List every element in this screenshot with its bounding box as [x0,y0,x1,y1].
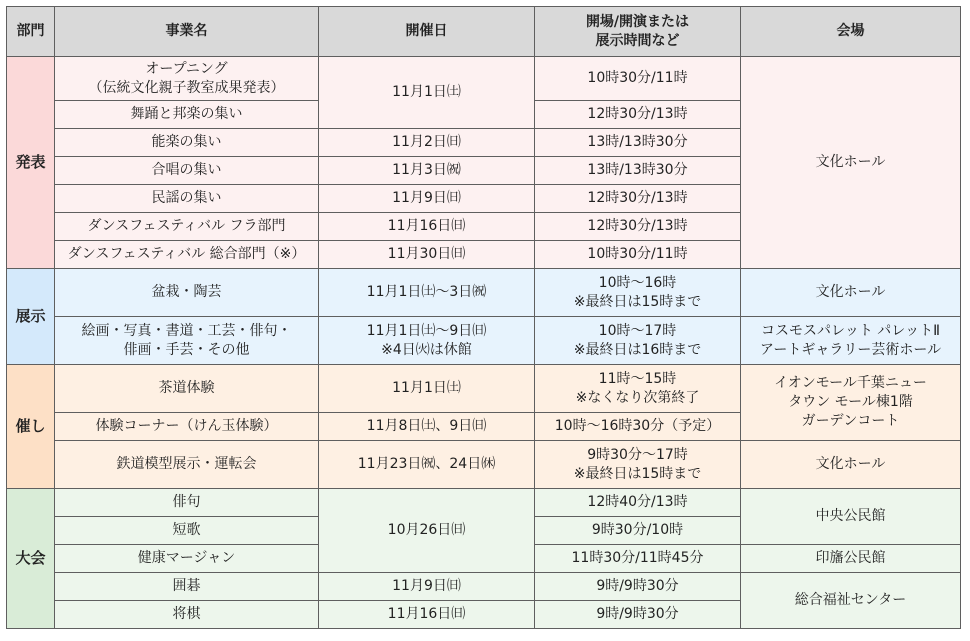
event-time: 12時30分/13時 [535,101,741,129]
event-venue: 文化ホール [741,269,961,317]
event-time: 12時30分/13時 [535,185,741,213]
event-name: 体験コーナー（けん玉体験） [55,413,319,441]
event-name: 合唱の集い [55,157,319,185]
table-row [7,317,961,365]
event-venue [741,317,961,365]
event-name: 能楽の集い [55,129,319,157]
event-name [55,57,319,101]
event-time: 11時30分/11時45分 [535,545,741,573]
event-name-line1: オープニング [145,60,228,77]
header-time [535,7,741,57]
header-date: 開催日 [319,7,535,57]
event-date-line1: 11月1日㈯～9日㈰ [366,322,487,339]
event-name: 茶道体験 [55,365,319,413]
event-date: 11月9日㈰ [319,573,535,601]
event-date: 11月23日㈷、24日㉁ [319,441,535,489]
table-row [7,365,961,413]
event-time: 9時/9時30分 [535,601,741,629]
header-time-line1: 開場/開演または [585,13,690,30]
event-venue: 印旛公民館 [741,545,961,573]
event-venue: 中央公民館 [741,489,961,545]
event-time [535,441,741,489]
event-name-line2: 俳画・手芸・その他 [123,341,250,358]
event-name: 舞踊と邦楽の集い [55,101,319,129]
section-label-happyo: 発表 [7,57,55,269]
event-date: 11月30日㈰ [319,241,535,269]
event-time: 9時30分/10時 [535,517,741,545]
event-time: 9時/9時30分 [535,573,741,601]
event-name: 囲碁 [55,573,319,601]
event-date: 11月8日㈯、9日㈰ [319,413,535,441]
event-date: 11月1日㈯ [319,57,535,129]
table-row [7,441,961,489]
event-date: 11月1日㈯～3日㈷ [319,269,535,317]
event-venue: 総合福祉センター [741,573,961,629]
event-time-line2: ※最終日は16時まで [573,341,702,358]
event-time-line1: 10時～17時 [598,322,677,339]
section-label-tenji: 展示 [7,269,55,365]
event-name: 民謡の集い [55,185,319,213]
event-venue [741,365,961,441]
event-name: 短歌 [55,517,319,545]
event-time: 10時～16時30分（予定） [535,413,741,441]
event-time: 10時30分/11時 [535,241,741,269]
event-venue-line1: イオンモール千葉ニュー [774,375,927,391]
event-date: 11月1日㈯ [319,365,535,413]
event-venue: 文化ホール [741,57,961,269]
event-venue: 文化ホール [741,441,961,489]
event-time: 13時/13時30分 [535,129,741,157]
event-name-line2: （伝統文化親子教室成果発表） [88,79,285,96]
event-date: 11月2日㈰ [319,129,535,157]
event-time-line1: 9時30分～17時 [587,446,688,463]
header-event-name: 事業名 [55,7,319,57]
event-time [535,365,741,413]
header-row [7,7,961,57]
event-time [535,269,741,317]
section-label-moyooshi: 催し [7,365,55,489]
table-row [7,57,961,101]
event-date: 10月26日㈰ [319,489,535,573]
event-date: 11月16日㈰ [319,213,535,241]
table-row [7,573,961,601]
header-department: 部門 [7,7,55,57]
event-schedule [6,6,961,629]
event-time: 13時/13時30分 [535,157,741,185]
event-name-line1: 絵画・写真・書道・工芸・俳句・ [81,322,292,339]
event-name: 鉄道模型展示・運転会 [55,441,319,489]
event-time [535,317,741,365]
header-venue: 会場 [741,7,961,57]
header-time-line2: 展示時間など [595,32,680,49]
event-venue-line2: アートギャラリー芸術ホール [759,341,942,358]
event-time-line2: ※最終日は15時まで [573,465,702,482]
event-venue-line1: コスモスパレット パレットⅡ [760,322,941,339]
schedule-table [6,6,961,629]
event-time-line2: ※最終日は15時まで [573,293,702,310]
event-time: 12時30分/13時 [535,213,741,241]
section-label-taikai: 大会 [7,489,55,629]
event-name: 将棋 [55,601,319,629]
event-name [55,317,319,365]
table-row [7,489,961,517]
event-time: 12時40分/13時 [535,489,741,517]
event-name: 俳句 [55,489,319,517]
event-date [319,317,535,365]
event-time-line2: ※なくなり次第終了 [575,389,700,406]
event-name: 健康マージャン [55,545,319,573]
event-venue-line3: ガーデンコート [801,413,900,429]
event-name: ダンスフェスティバル 総合部門（※） [55,241,319,269]
event-name: ダンスフェスティバル フラ部門 [55,213,319,241]
event-date-line2: ※4日㈫は休館 [381,341,472,358]
event-time: 10時30分/11時 [535,57,741,101]
event-date: 11月16日㈰ [319,601,535,629]
table-row [7,269,961,317]
event-time-line1: 10時～16時 [598,274,677,291]
event-venue-line2: タウン モール棟1階 [788,394,913,410]
event-date: 11月9日㈰ [319,185,535,213]
event-time-line1: 11時～15時 [598,370,677,387]
event-date: 11月3日㈷ [319,157,535,185]
event-name: 盆栽・陶芸 [55,269,319,317]
